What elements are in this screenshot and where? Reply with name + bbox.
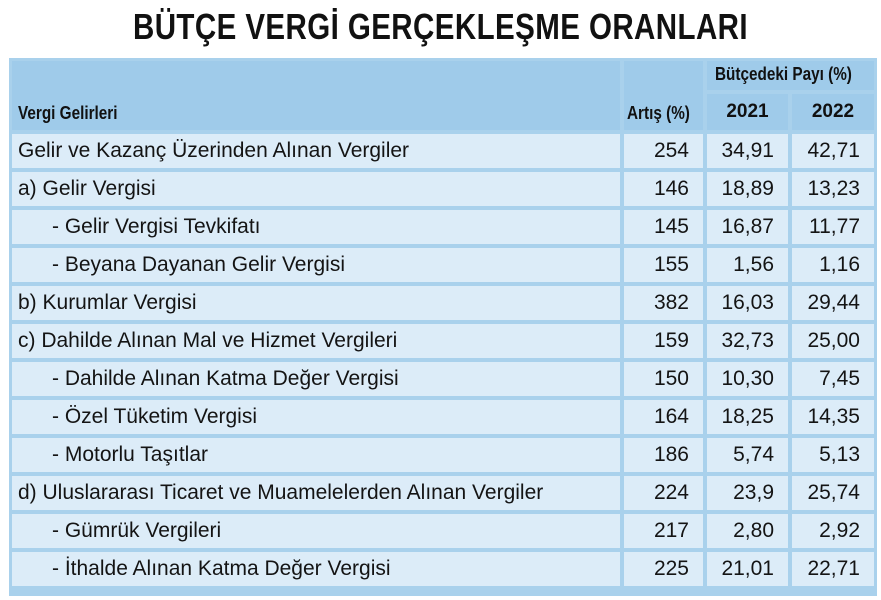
row-2022-value: 42,71: [807, 139, 860, 162]
row-2022-cell: [792, 286, 874, 320]
row-increase-cell: [624, 210, 703, 244]
row-2021-value: 16,87: [721, 215, 774, 238]
row-2021-cell: [707, 514, 788, 548]
row-2021-cell: [707, 248, 788, 282]
header-year-2022-cell: [792, 94, 874, 130]
row-2021-cell: [707, 552, 788, 586]
row-increase-value: 224: [653, 481, 689, 504]
row-increase-cell: [624, 362, 703, 396]
row-2022-value: 14,35: [807, 405, 860, 428]
header-year-2021-cell: [707, 94, 788, 130]
row-2022-value: 29,44: [807, 291, 860, 314]
row-2022-cell: [792, 324, 874, 358]
row-label-cell: [12, 172, 620, 206]
row-increase-cell: [624, 172, 703, 206]
row-2021-value: 1,56: [733, 253, 774, 276]
column-header-artis: Artış (%): [627, 103, 690, 123]
row-2021-cell: [707, 400, 788, 434]
row-2021-value: 32,73: [721, 329, 774, 352]
row-2022-cell: [792, 514, 874, 548]
row-2021-value: 34,91: [721, 139, 774, 162]
row-2021-value: 10,30: [721, 367, 774, 390]
row-label-cell: [12, 248, 620, 282]
row-increase-value: 254: [653, 139, 689, 162]
row-increase-value: 217: [653, 519, 689, 542]
row-2021-value: 21,01: [721, 557, 774, 580]
header-label-cell: [12, 61, 620, 130]
row-2021-cell: [707, 362, 788, 396]
row-2022-cell: [792, 362, 874, 396]
row-increase-cell: [624, 286, 703, 320]
row-label-cell: [12, 362, 620, 396]
row-label: - Gümrük Vergileri: [52, 519, 222, 542]
row-2022-cell: [792, 172, 874, 206]
row-increase-value: 186: [653, 443, 689, 466]
row-label-cell: [12, 210, 620, 244]
row-2022-cell: [792, 134, 874, 168]
row-2022-value: 13,23: [807, 177, 860, 200]
row-increase-cell: [624, 400, 703, 434]
row-2021-cell: [707, 210, 788, 244]
row-increase-cell: [624, 514, 703, 548]
column-header-vergi-gelirleri: Vergi Gelirleri: [18, 103, 118, 123]
row-2021-value: 2,80: [733, 519, 774, 542]
row-2022-cell: [792, 248, 874, 282]
row-label-cell: [12, 514, 620, 548]
column-header-2021: 2021: [726, 101, 769, 122]
row-2022-cell: [792, 476, 874, 510]
row-2022-value: 22,71: [807, 557, 860, 580]
row-label-cell: [12, 134, 620, 168]
row-label: c) Dahilde Alınan Mal ve Hizmet Vergileri: [18, 329, 398, 352]
column-group-header-butcedeki-payi: Bütçedeki Payı (%): [715, 64, 852, 84]
row-increase-cell: [624, 248, 703, 282]
row-increase-value: 145: [653, 215, 689, 238]
row-increase-value: 159: [653, 329, 689, 352]
row-2022-value: 25,00: [807, 329, 860, 352]
header-group-cell: [707, 61, 874, 90]
row-2021-value: 18,89: [721, 177, 774, 200]
row-2022-value: 2,92: [819, 519, 860, 542]
row-2021-cell: [707, 286, 788, 320]
row-increase-cell: [624, 324, 703, 358]
row-increase-cell: [624, 438, 703, 472]
row-label: - Özel Tüketim Vergisi: [52, 405, 258, 428]
column-header-2022: 2022: [811, 101, 855, 122]
row-2021-value: 23,9: [733, 481, 774, 504]
header-increase-cell: [624, 61, 703, 130]
row-2021-cell: [707, 476, 788, 510]
row-label: - Beyana Dayanan Gelir Vergisi: [52, 253, 345, 276]
row-2021-value: 16,03: [721, 291, 774, 314]
row-2022-value: 5,13: [819, 443, 860, 466]
row-2021-cell: [707, 438, 788, 472]
row-increase-cell: [624, 476, 703, 510]
row-label-cell: [12, 438, 620, 472]
row-2022-cell: [792, 210, 874, 244]
row-label: - Motorlu Taşıtlar: [52, 443, 208, 466]
row-increase-value: 164: [653, 405, 689, 428]
row-label: a) Gelir Vergisi: [18, 177, 156, 200]
page-title: BÜTÇE VERGİ GERÇEKLEŞME ORANLARI: [132, 6, 749, 47]
row-2022-cell: [792, 552, 874, 586]
row-label: - Dahilde Alınan Katma Değer Vergisi: [52, 367, 399, 390]
tax-table: [9, 58, 877, 596]
row-increase-value: 146: [653, 177, 689, 200]
row-increase-cell: [624, 134, 703, 168]
row-increase-value: 150: [653, 367, 689, 390]
row-label-cell: [12, 476, 620, 510]
row-2021-cell: [707, 134, 788, 168]
row-label-cell: [12, 286, 620, 320]
row-2021-cell: [707, 324, 788, 358]
row-increase-value: 382: [653, 291, 689, 314]
row-2021-value: 5,74: [733, 443, 774, 466]
row-label: d) Uluslararası Ticaret ve Muamelelerden Alınan Vergiler: [18, 481, 544, 504]
row-increase-value: 225: [653, 557, 689, 580]
row-2022-cell: [792, 400, 874, 434]
row-increase-cell: [624, 552, 703, 586]
row-label: - Gelir Vergisi Tevkifatı: [52, 215, 261, 238]
row-2021-value: 18,25: [721, 405, 774, 428]
row-label-cell: [12, 552, 620, 586]
row-label-cell: [12, 324, 620, 358]
row-label-cell: [12, 400, 620, 434]
row-2022-cell: [792, 438, 874, 472]
row-label: b) Kurumlar Vergisi: [18, 291, 197, 314]
row-label: Gelir ve Kazanç Üzerinden Alınan Vergiler: [18, 139, 410, 162]
row-2022-value: 11,77: [809, 215, 860, 238]
row-label: - İthalde Alınan Katma Değer Vergisi: [52, 557, 391, 580]
row-2022-value: 7,45: [819, 367, 860, 390]
row-2021-cell: [707, 172, 788, 206]
row-2022-value: 1,16: [819, 253, 860, 276]
row-2022-value: 25,74: [807, 481, 860, 504]
row-increase-value: 155: [653, 253, 689, 276]
